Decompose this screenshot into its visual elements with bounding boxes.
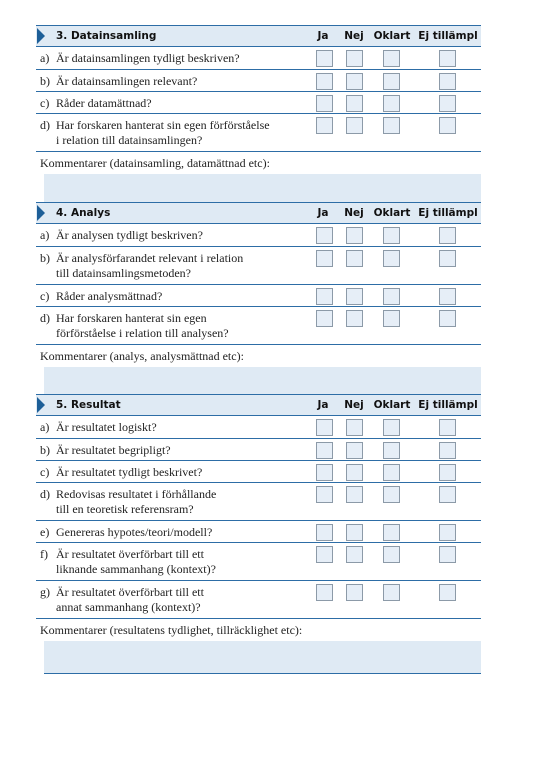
checkbox-ja[interactable] — [316, 546, 333, 563]
question-letter: a) — [40, 228, 50, 242]
section-header — [36, 202, 481, 224]
question-line: Är resultatet överförbart till ett — [56, 585, 204, 599]
question-line: Redovisas resultatet i förhållande — [56, 487, 217, 501]
column-ja: Ja — [317, 399, 329, 411]
question-text — [56, 420, 301, 435]
question-line: till en teoretisk referensram? — [56, 502, 194, 516]
checkbox-ja[interactable] — [316, 524, 333, 541]
question-text — [56, 585, 301, 615]
checkbox-ej-tillampl[interactable] — [439, 464, 456, 481]
checkbox-oklart[interactable] — [383, 95, 400, 112]
checkbox-ja[interactable] — [316, 464, 333, 481]
question-line: i relation till datainsamlingen? — [56, 133, 203, 147]
question-line: till datainsamlingsmetoden? — [56, 266, 191, 280]
checkbox-ej-tillampl[interactable] — [439, 546, 456, 563]
question-letter: g) — [40, 585, 50, 599]
checkbox-oklart[interactable] — [383, 419, 400, 436]
checkbox-nej[interactable] — [346, 584, 363, 601]
checkbox-ej-tillampl[interactable] — [439, 95, 456, 112]
checkbox-ej-tillampl[interactable] — [439, 250, 456, 267]
question-line: Är analysförfarandet relevant i relation — [56, 251, 244, 265]
checkbox-nej[interactable] — [346, 50, 363, 67]
column-oklart: Oklart — [373, 30, 411, 42]
checkbox-ej-tillampl[interactable] — [439, 584, 456, 601]
checkbox-ja[interactable] — [316, 584, 333, 601]
question-text — [56, 465, 301, 480]
checkbox-ej-tillampl[interactable] — [439, 288, 456, 305]
checkbox-ja[interactable] — [316, 442, 333, 459]
column-ej-tillampl: Ej tillämpl — [418, 30, 478, 42]
question-letter: c) — [40, 96, 50, 110]
checkbox-ja[interactable] — [316, 486, 333, 503]
question-text — [56, 443, 301, 458]
question-letter: f) — [40, 547, 48, 561]
question-text — [56, 487, 301, 517]
column-nej: Nej — [344, 30, 364, 42]
section-title: 5. Resultat — [56, 399, 121, 411]
question-text — [56, 51, 301, 66]
checkbox-oklart[interactable] — [383, 73, 400, 90]
checkbox-nej[interactable] — [346, 117, 363, 134]
question-text — [56, 525, 301, 540]
checkbox-ja[interactable] — [316, 95, 333, 112]
checkbox-nej[interactable] — [346, 95, 363, 112]
question-row — [36, 543, 481, 581]
checkbox-ej-tillampl[interactable] — [439, 442, 456, 459]
comment-label: Kommentarer (datainsamling, datamättnad etc): — [40, 156, 270, 170]
question-letter: c) — [40, 465, 50, 479]
checkbox-ej-tillampl[interactable] — [439, 227, 456, 244]
question-letter: b) — [40, 251, 50, 265]
arrow-icon — [37, 397, 45, 413]
question-letter: d) — [40, 487, 50, 501]
question-line: Har forskaren hanterat sin egen — [56, 311, 207, 325]
checkbox-oklart[interactable] — [383, 250, 400, 267]
column-nej: Nej — [344, 207, 364, 219]
question-text — [56, 251, 301, 281]
question-line: Råder analysmättnad? — [56, 289, 163, 303]
question-text — [56, 118, 301, 148]
question-row — [36, 114, 481, 152]
question-line: Är resultatet överförbart till ett — [56, 547, 204, 561]
checkbox-ja[interactable] — [316, 227, 333, 244]
question-row — [36, 581, 481, 619]
comment-label: Kommentarer (analys, analysmättnad etc): — [40, 349, 244, 363]
question-line: annat sammanhang (kontext)? — [56, 600, 201, 614]
checkbox-ja[interactable] — [316, 117, 333, 134]
arrow-icon — [37, 205, 45, 221]
checkbox-ja[interactable] — [316, 288, 333, 305]
question-text — [56, 547, 301, 577]
question-row — [36, 307, 481, 345]
checkbox-oklart[interactable] — [383, 546, 400, 563]
checkbox-ej-tillampl[interactable] — [439, 73, 456, 90]
checkbox-oklart[interactable] — [383, 464, 400, 481]
question-letter: c) — [40, 289, 50, 303]
checkbox-ej-tillampl[interactable] — [439, 486, 456, 503]
question-line: Är datainsamlingen tydligt beskriven? — [56, 51, 240, 65]
question-letter: a) — [40, 51, 50, 65]
question-row — [36, 461, 481, 483]
checkbox-nej[interactable] — [346, 250, 363, 267]
checkbox-nej[interactable] — [346, 73, 363, 90]
checkbox-ja[interactable] — [316, 250, 333, 267]
checkbox-ej-tillampl[interactable] — [439, 524, 456, 541]
checkbox-nej[interactable] — [346, 546, 363, 563]
question-row — [36, 285, 481, 307]
checkbox-oklart[interactable] — [383, 117, 400, 134]
column-oklart: Oklart — [373, 207, 411, 219]
question-line: liknande sammanhang (kontext)? — [56, 562, 216, 576]
column-nej: Nej — [344, 399, 364, 411]
column-ej-tillampl: Ej tillämpl — [418, 207, 478, 219]
question-row — [36, 224, 481, 247]
section-header — [36, 25, 481, 47]
question-line: Är resultatet logiskt? — [56, 420, 157, 434]
section-datainsamling — [36, 25, 481, 207]
question-row — [36, 92, 481, 114]
question-letter: d) — [40, 118, 50, 132]
checkbox-ej-tillampl[interactable] — [439, 310, 456, 327]
checkbox-nej[interactable] — [346, 464, 363, 481]
comment-label: Kommentarer (resultatens tydlighet, tillräcklighet etc): — [40, 623, 303, 637]
question-letter: b) — [40, 443, 50, 457]
question-text — [56, 96, 301, 111]
question-row — [36, 439, 481, 461]
checkbox-oklart[interactable] — [383, 310, 400, 327]
column-oklart: Oklart — [373, 399, 411, 411]
question-letter: e) — [40, 525, 50, 539]
checkbox-ja[interactable] — [316, 73, 333, 90]
checkbox-ja[interactable] — [316, 310, 333, 327]
arrow-icon — [37, 28, 45, 44]
checkbox-nej[interactable] — [346, 310, 363, 327]
question-line: förförståelse i relation till analysen? — [56, 326, 229, 340]
question-letter: b) — [40, 74, 50, 88]
checkbox-nej[interactable] — [346, 442, 363, 459]
checkbox-ej-tillampl[interactable] — [439, 117, 456, 134]
checkbox-oklart[interactable] — [383, 50, 400, 67]
column-ja: Ja — [317, 207, 329, 219]
checkbox-ja[interactable] — [316, 50, 333, 67]
question-row — [36, 416, 481, 439]
question-line: Är analysen tydligt beskriven? — [56, 228, 203, 242]
section-title: 3. Datainsamling — [56, 30, 157, 42]
question-row — [36, 483, 481, 521]
question-line: Är resultatet begripligt? — [56, 443, 171, 457]
checkbox-nej[interactable] — [346, 288, 363, 305]
column-ej-tillampl: Ej tillämpl — [418, 399, 478, 411]
section-header — [36, 394, 481, 416]
question-line: Råder datamättnad? — [56, 96, 152, 110]
question-row — [36, 247, 481, 285]
question-text — [56, 74, 301, 89]
section-analys — [36, 202, 481, 400]
checkbox-nej[interactable] — [346, 227, 363, 244]
checkbox-nej[interactable] — [346, 486, 363, 503]
question-text — [56, 289, 301, 304]
checkbox-oklart[interactable] — [383, 442, 400, 459]
checkbox-nej[interactable] — [346, 419, 363, 436]
question-line: Har forskaren hanterat sin egen förförståelse — [56, 118, 270, 132]
checkbox-oklart[interactable] — [383, 227, 400, 244]
checkbox-nej[interactable] — [346, 524, 363, 541]
section-resultat — [36, 394, 481, 674]
checkbox-ja[interactable] — [316, 419, 333, 436]
question-row — [36, 521, 481, 543]
checkbox-ej-tillampl[interactable] — [439, 419, 456, 436]
column-ja: Ja — [317, 30, 329, 42]
question-text — [56, 228, 301, 243]
checkbox-oklart[interactable] — [383, 486, 400, 503]
question-row — [36, 70, 481, 92]
checkbox-ej-tillampl[interactable] — [439, 50, 456, 67]
question-line: Är datainsamlingen relevant? — [56, 74, 198, 88]
question-line: Genereras hypotes/teori/modell? — [56, 525, 213, 539]
section-title: 4. Analys — [56, 207, 111, 219]
checkbox-oklart[interactable] — [383, 584, 400, 601]
comment-field[interactable] — [44, 641, 481, 674]
question-text — [56, 311, 301, 341]
checkbox-oklart[interactable] — [383, 524, 400, 541]
question-line: Är resultatet tydligt beskrivet? — [56, 465, 203, 479]
question-letter: d) — [40, 311, 50, 325]
checkbox-oklart[interactable] — [383, 288, 400, 305]
question-letter: a) — [40, 420, 50, 434]
question-row — [36, 47, 481, 70]
